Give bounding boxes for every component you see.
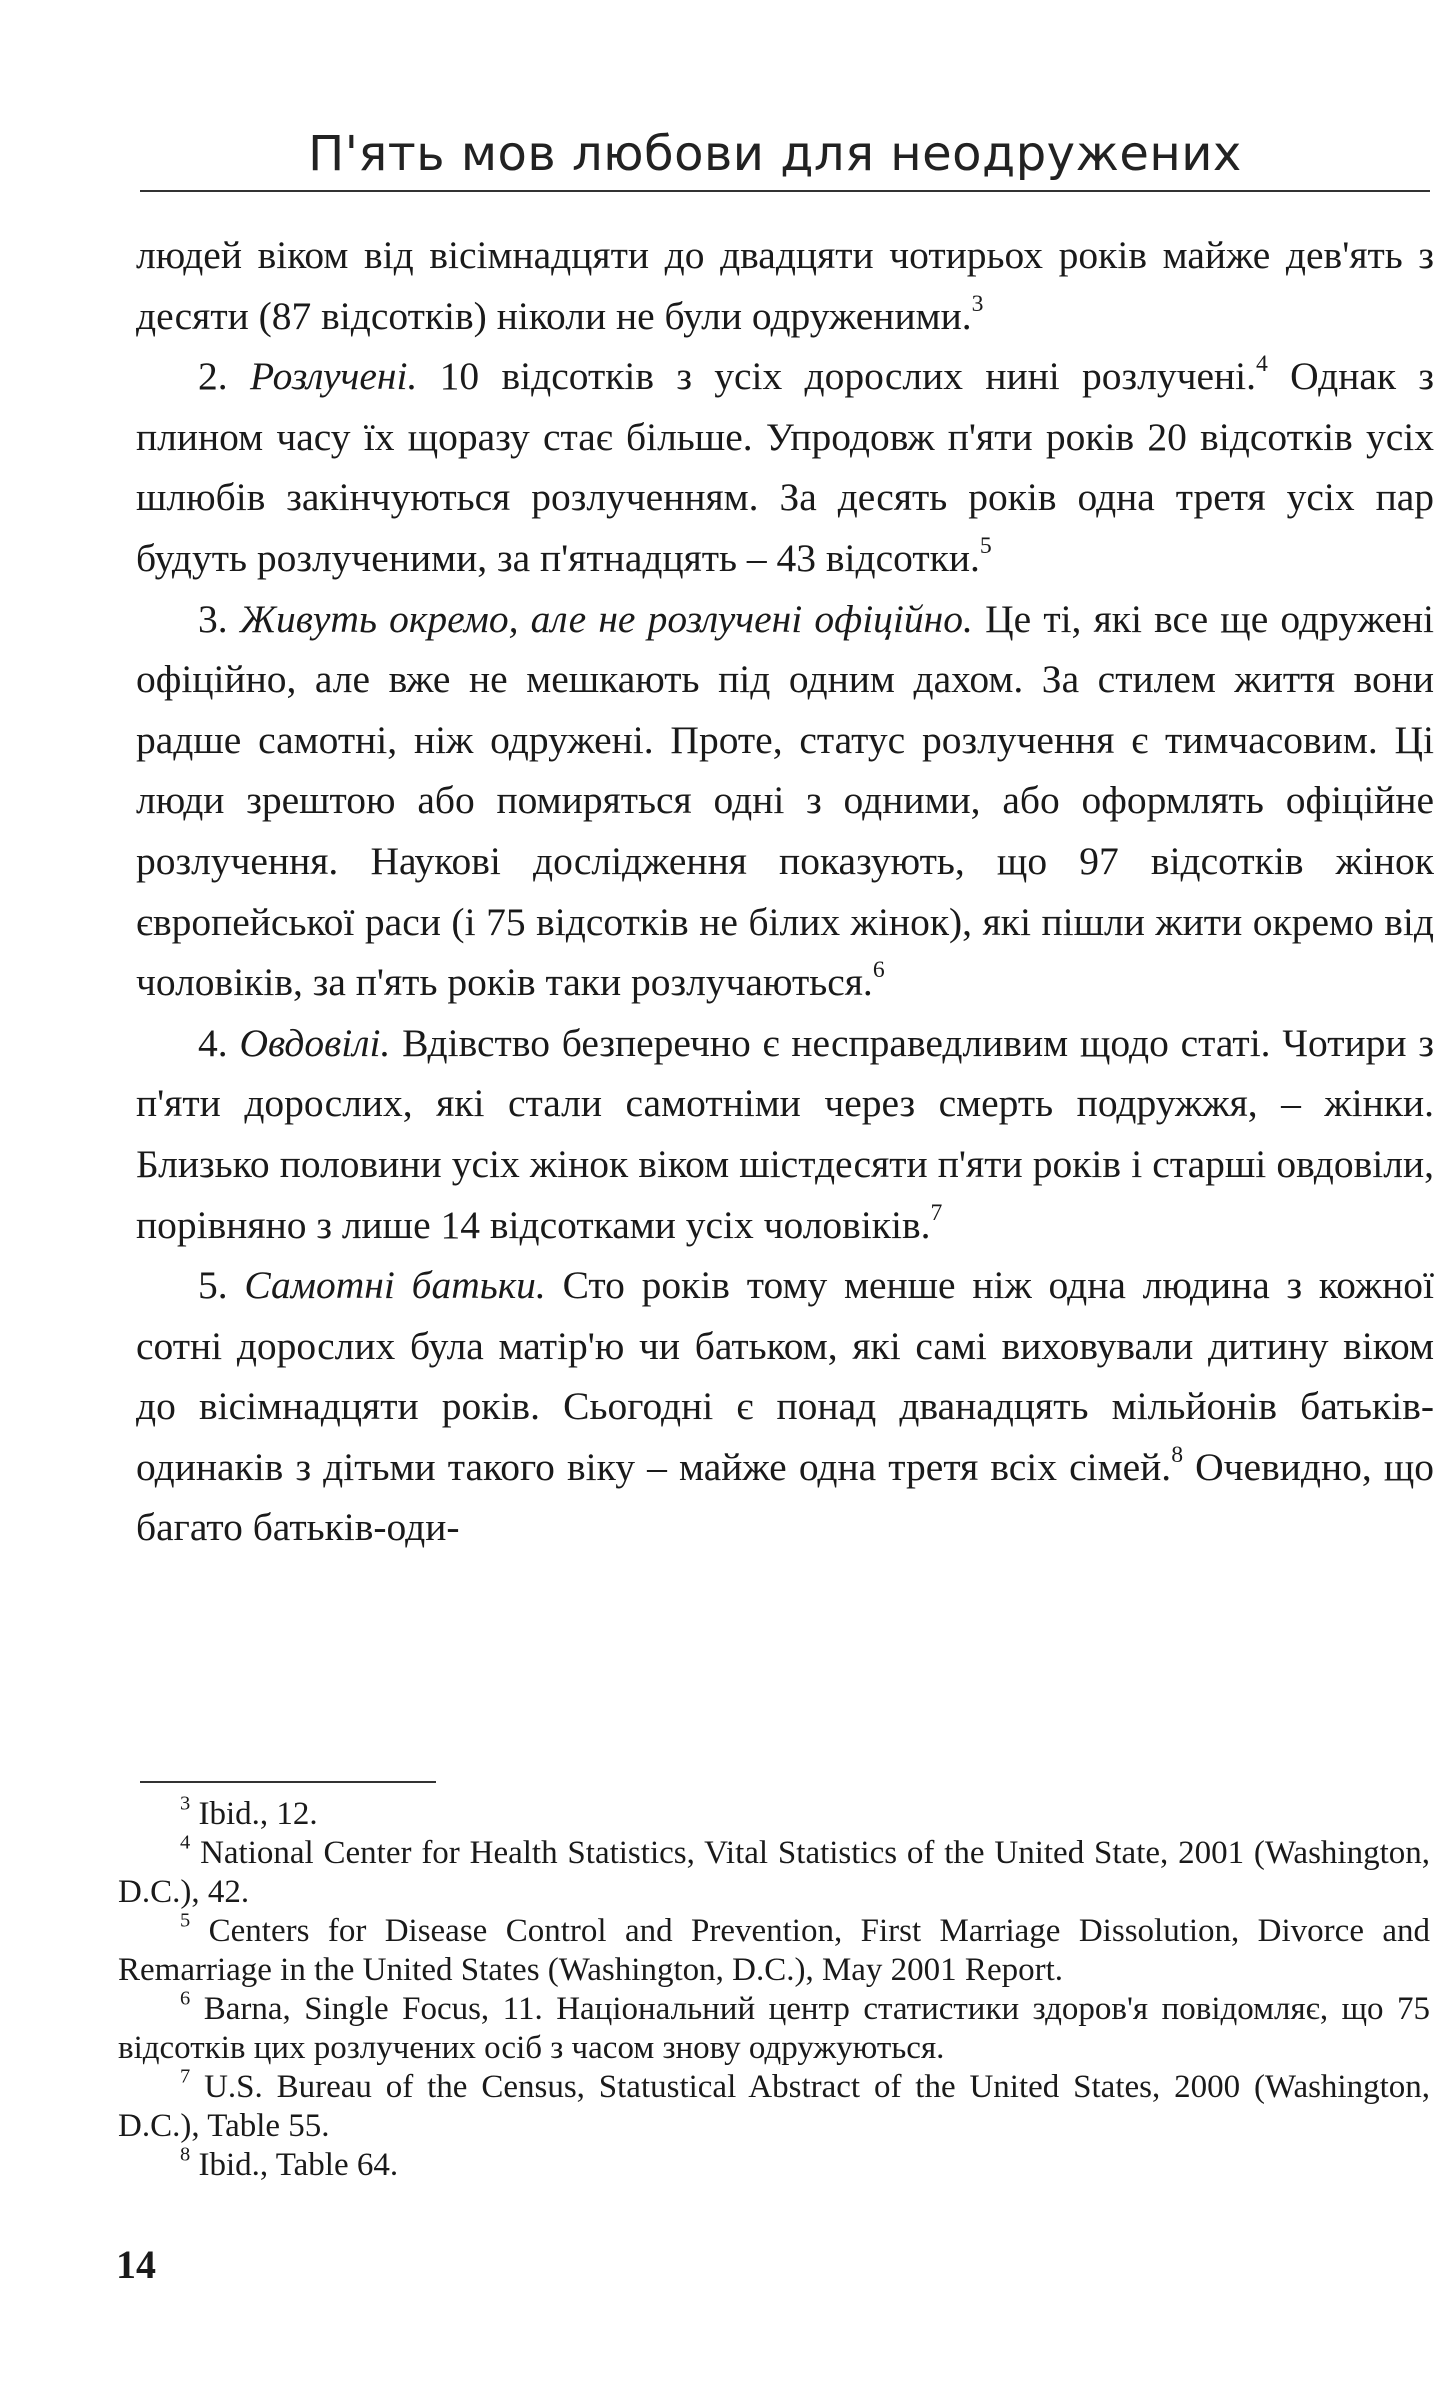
footnote-text: Ibid., Table 64. — [198, 2147, 399, 2183]
paragraph-continuation — [136, 225, 1434, 346]
footnote — [118, 2143, 1430, 2185]
category-title: Овдовілі. — [239, 1020, 391, 1065]
footnote-text: National Center for Health Statistics, Vital Statistics of the United State, 2001 (Washington, D.C.), 42. — [118, 1835, 1431, 1910]
footnote-number: 4 — [180, 1831, 191, 1854]
paragraph-text: 10 відсотків з усіх дорослих нині розлучені. — [439, 354, 1256, 399]
paragraph-widowed — [136, 1013, 1434, 1255]
list-number: 2. — [198, 354, 228, 399]
paragraph-text: людей віком від вісімнадцяти до двадцяти чотирьох років майже дев'ять з десяти (87 відсотків) ніколи не були одруженими. — [136, 233, 1434, 338]
footnote-ref: 5 — [979, 533, 992, 560]
footnote-text: Barna, Single Focus, 11. Національний центр статистики здоров'я повідомляє, що 75 відсотків цих розлучених осіб з часом знову одружуються. — [118, 1991, 1430, 2066]
footnotes — [118, 1792, 1431, 2185]
footnote — [118, 1909, 1431, 1990]
footnote-rule — [140, 1781, 436, 1783]
footnote-number: 8 — [180, 2143, 191, 2166]
footnote-text: Ibid., 12. — [198, 1796, 318, 1832]
footnote-ref: 6 — [872, 957, 885, 984]
running-header: П'ять мов любови для неодружених — [308, 126, 1242, 182]
footnote — [118, 2065, 1431, 2146]
page-number: 14 — [116, 2242, 156, 2287]
paragraph-text: Це ті, які все ще одружені офіційно, але вже не мешкають під одним дахом. За стилем життя вони радше самотні, ніж одружені. Проте, статус розлучення є тимчасовим. Ці люди зрештою або помиряться одні з одними, або оформлять офіційне розлучення. Наукові дослідження показують, що 97 відсотків жінок європейської раси (і 75 відсотків не білих жінок), які пішли жити окремо від чоловіків, за п'ять років таки розлучаються. — [136, 596, 1435, 1005]
paragraph-text: Сто років тому менше ніж одна людина з кожної сотні дорослих була матір'ю чи батьком, які самі виховували дитину віком до вісімнадцяти років. Сьогодні є понад дванадцять мільйонів батьків-одинаків з дітьми такого віку – майже одна третя всіх сімей. — [136, 1263, 1434, 1489]
footnote-text: U.S. Bureau of the Census, Statustical Abstract of the United States, 2000 (Washington, D.C.), Table 55. — [118, 2069, 1431, 2144]
body-text — [136, 225, 1434, 1558]
paragraph-text: Однак з плином часу їх щоразу стає більше. Упродовж п'яти років 20 відсотків усіх шлюбів закінчуються розлученням. За десять років одна третя усіх пар будуть розлученими, за п'ятнадцять – 43 відсотки. — [136, 354, 1435, 580]
paragraph-separated — [136, 589, 1434, 1013]
paragraph-single-parents — [136, 1255, 1434, 1558]
footnote-ref: 4 — [1255, 351, 1268, 378]
category-title: Самотні батьки. — [244, 1263, 546, 1308]
category-title: Розлучені. — [249, 354, 418, 399]
footnote-text: Centers for Disease Control and Prevention, First Marriage Dissolution, Divorce and Remarriage in the United States (Washington, D.C.), May 2001 Report. — [118, 1913, 1431, 1988]
footnote-number: 3 — [180, 1792, 191, 1815]
list-number: 5. — [198, 1263, 228, 1308]
list-number: 4. — [198, 1020, 228, 1065]
header-rule — [140, 190, 1430, 192]
footnote-ref: 8 — [1171, 1442, 1184, 1469]
footnote — [118, 1987, 1430, 2068]
category-title: Живуть окремо, але не розлучені офіційно. — [239, 596, 973, 641]
paragraph-text: Вдівство безперечно є несправедливим щодо статі. Чотири з п'яти дорослих, які стали самотніми через смерть подружжя, – жінки. Близько половини усіх жінок віком шістдесяти п'яти років і старші овдовіли, порівняно з лише 14 відсотками усіх чоловіків. — [136, 1020, 1435, 1247]
footnote-number: 6 — [180, 1987, 191, 2010]
paragraph-text: Очевидно, що багато батьків-оди- — [136, 1444, 1434, 1550]
paragraph-divorced — [136, 346, 1434, 588]
footnote — [118, 1792, 1430, 1834]
footnote-number: 5 — [180, 1909, 191, 1932]
footnote — [118, 1831, 1431, 1912]
footnote-ref: 7 — [930, 1199, 943, 1226]
footnote-ref: 3 — [971, 290, 984, 317]
list-number: 3. — [198, 596, 228, 641]
footnote-number: 7 — [180, 2065, 191, 2088]
